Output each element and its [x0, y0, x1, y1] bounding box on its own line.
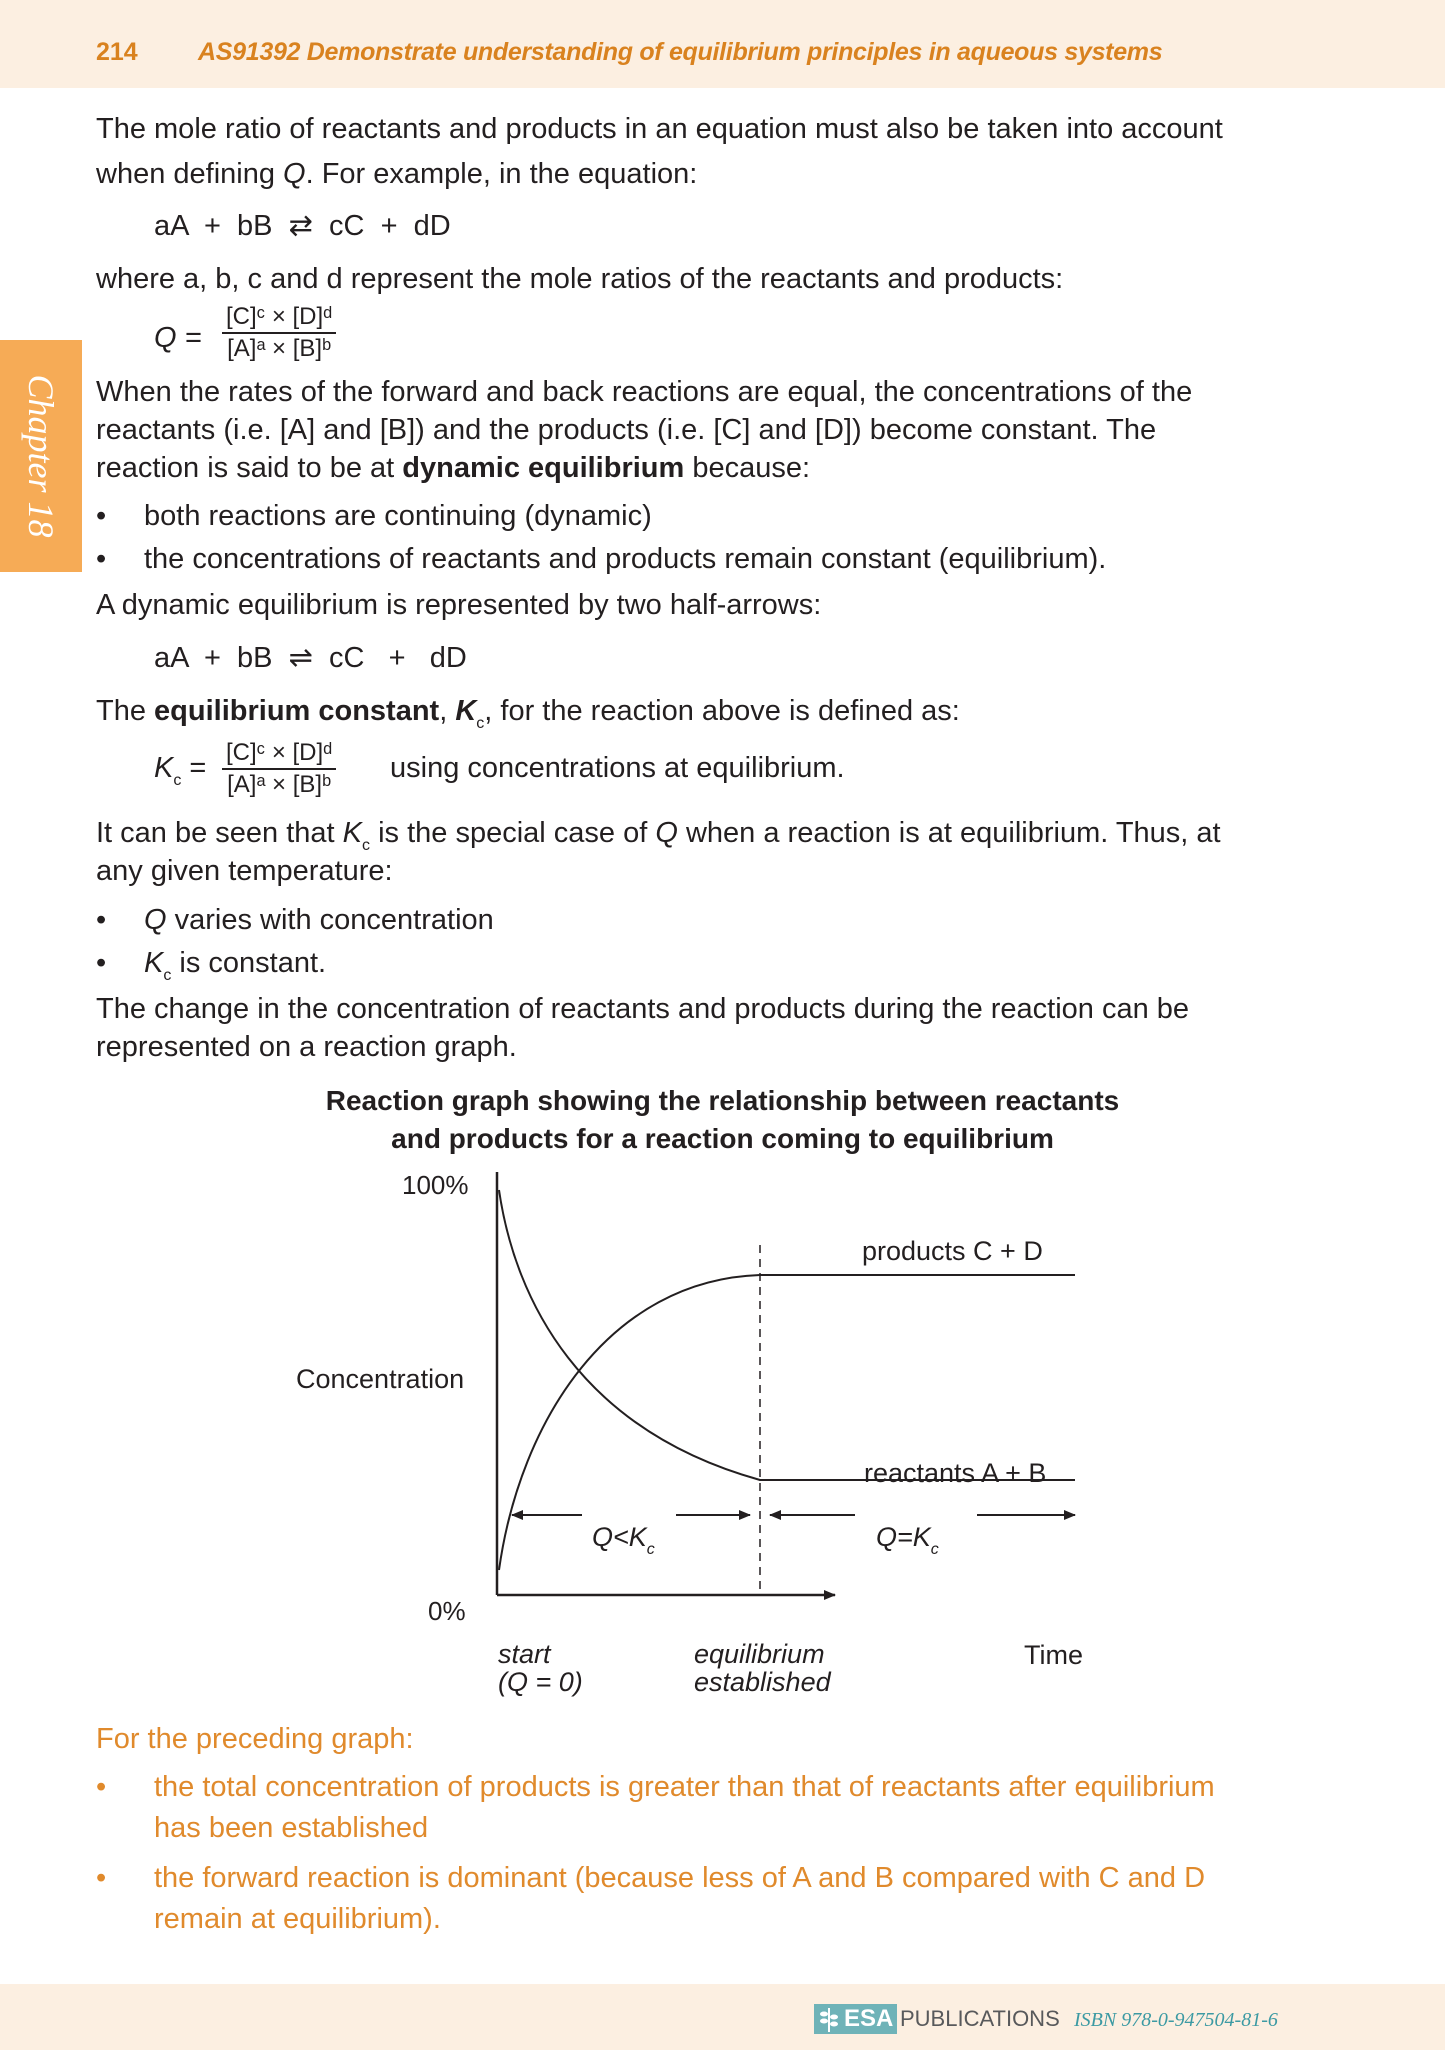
k-symbol: K	[455, 695, 477, 727]
k-symbol: K	[154, 752, 174, 784]
notes-bullet: • the total concentration of products is greater than that of reactants after equilibrium	[96, 1771, 1215, 1803]
q-fraction	[222, 302, 336, 364]
q-label: Q =	[154, 322, 202, 354]
para5	[96, 692, 960, 743]
x-axis-label: Time	[1024, 1640, 1083, 1670]
para3-line1: When the rates of the forward and back reactions are equal, the concentrations of the	[96, 376, 1193, 408]
esa-logo	[814, 2004, 897, 2034]
term-dynamic-equilibrium: dynamic equilibrium	[402, 452, 685, 484]
chart-title-line2: and products for a reaction coming to equilibrium	[391, 1123, 1054, 1154]
bullet-text: is constant.	[171, 947, 327, 979]
notes-bullet-cont: has been established	[154, 1812, 429, 1844]
text: The	[96, 695, 155, 727]
reactants-curve	[499, 1190, 1075, 1480]
x-annotation-start	[498, 1640, 583, 1696]
bullet-text: the total concentration of products is greater than that of reactants after equilibrium	[154, 1771, 1215, 1803]
para1-line2	[96, 155, 697, 193]
text: reaction is said to be at	[96, 452, 403, 484]
text: is the special case of	[370, 817, 656, 849]
fraction-numerator: [C]ᶜ × [D]ᵈ	[222, 302, 336, 334]
para6-line2: any given temperature:	[96, 855, 393, 887]
text: It can be seen that	[96, 817, 343, 849]
bullet-text: the forward reaction is dominant (because less of A and B compared with C and D	[154, 1862, 1206, 1894]
label-products: products C + D	[862, 1236, 1043, 1266]
fraction-denominator: [A]ᵃ × [B]ᵇ	[227, 771, 332, 798]
products-curve	[499, 1275, 1075, 1570]
x-annotation-equilibrium	[694, 1640, 831, 1696]
leaf-icon	[818, 2006, 840, 2032]
text: because:	[684, 452, 811, 484]
para1-line1: The mole ratio of reactants and products in an equation must also be taken into account	[96, 113, 1223, 145]
page-header	[0, 0, 1445, 88]
bullet-text: varies with concentration	[166, 904, 494, 936]
para3-line3	[96, 449, 810, 487]
chapter-label: Chapter 18	[21, 374, 61, 538]
isbn: ISBN 978-0-947504-81-6	[1074, 2009, 1278, 2031]
bullet-item: • $K_c$ is constant.	[96, 947, 327, 984]
bullet-item: • the concentrations of reactants and products remain constant (equilibrium).	[96, 543, 1107, 575]
region-label: Q<K	[592, 1522, 647, 1552]
para2: where a, b, c and d represent the mole ratios of the reactants and products:	[96, 263, 1064, 295]
text: , for the reaction above is defined as:	[484, 695, 960, 727]
k-subscript: c	[646, 1541, 655, 1558]
para7-line1: The change in the concentration of reactants and products during the reaction can be	[96, 993, 1190, 1025]
kc-note: using concentrations at equilibrium.	[390, 752, 845, 784]
text: (Q = 0)	[498, 1667, 583, 1697]
k-subscript: c	[173, 772, 182, 789]
publisher-name: PUBLICATIONS	[900, 2006, 1060, 2031]
region2-label	[876, 1522, 939, 1559]
text: ,	[439, 695, 456, 727]
y-tick-100: 100%	[402, 1170, 469, 1200]
k-subscript: c	[163, 967, 172, 984]
k-subscript: c	[930, 1541, 939, 1558]
text: start	[498, 1639, 551, 1669]
bullet-item: • both reactions are continuing (dynamic)	[96, 500, 652, 532]
page-footer	[0, 1984, 1445, 2050]
para7-line2: represented on a reaction graph.	[96, 1031, 517, 1063]
bullet-text: both reactions are continuing (dynamic)	[144, 500, 652, 532]
text: equilibrium	[694, 1639, 825, 1669]
equation-reversible: aA + bB ⇄ cC + dD	[154, 210, 451, 242]
text: . For example, in the equation:	[305, 158, 698, 190]
region-label: Q=K	[876, 1522, 931, 1552]
fraction-numerator: [C]ᶜ × [D]ᵈ	[222, 738, 336, 770]
q-symbol: Q	[144, 904, 167, 936]
term-equilibrium-constant: equilibrium constant	[154, 695, 440, 727]
label-reactants: reactants A + B	[864, 1458, 1047, 1488]
text: when a reaction is at equilibrium. Thus, at	[677, 817, 1221, 849]
kc-fraction	[222, 738, 336, 800]
para3-line2: reactants (i.e. [A] and [B]) and the products (i.e. [C] and [D]) become constant. The	[96, 414, 1157, 446]
y-tick-0: 0%	[428, 1596, 466, 1626]
bullet-item: • Q varies with concentration	[96, 904, 494, 936]
text: established	[694, 1667, 831, 1697]
notes-intro: For the preceding graph:	[96, 1723, 414, 1755]
k-symbol: K	[342, 817, 363, 849]
logo-text: ESA	[844, 2005, 894, 2032]
k-subscript: c	[476, 715, 485, 732]
fraction-denominator: [A]ᵃ × [B]ᵇ	[227, 335, 332, 362]
equals: =	[181, 752, 207, 784]
page-number: 214	[96, 38, 138, 66]
k-symbol: K	[144, 947, 164, 979]
k-subscript: c	[362, 837, 371, 854]
q-symbol: Q	[655, 817, 678, 849]
chart-title-line1: Reaction graph showing the relationship between reactants	[325, 1085, 1120, 1116]
equation-dynamic: aA + bB ⇌ cC + dD	[154, 642, 467, 674]
para4: A dynamic equilibrium is represented by two half-arrows:	[96, 589, 822, 621]
text: when defining	[96, 158, 284, 190]
kc-label	[154, 752, 206, 790]
chapter-tab	[0, 340, 82, 572]
y-axis-label: Concentration	[296, 1364, 465, 1394]
q-symbol: Q	[283, 158, 306, 190]
notes-bullet-cont: remain at equilibrium).	[154, 1903, 441, 1935]
bullet-text: the concentrations of reactants and products remain constant (equilibrium).	[144, 543, 1107, 575]
notes-bullet: • the forward reaction is dominant (because less of A and B compared with C and D	[96, 1862, 1206, 1894]
region1-label	[592, 1522, 655, 1559]
running-title: AS91392 Demonstrate understanding of equilibrium principles in aqueous systems	[198, 38, 1163, 66]
